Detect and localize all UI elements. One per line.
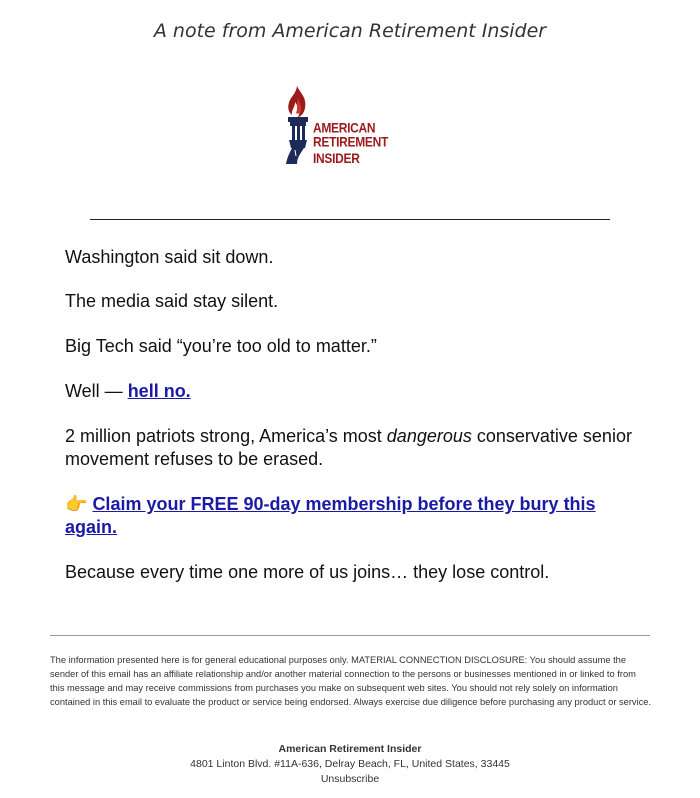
paragraph-2: The media said stay silent. bbox=[65, 291, 279, 311]
paragraph-5 bbox=[65, 425, 645, 471]
paragraph-5-emphasis: dangerous bbox=[386, 426, 472, 446]
email-header-note: A note from American Retirement Insider bbox=[153, 20, 547, 42]
logo-line-2: RETIREMENT INSIDER bbox=[313, 134, 389, 167]
paragraph-4-text: Well — bbox=[65, 381, 128, 401]
paragraph-5-text-a: 2 million patriots strong, America’s most bbox=[65, 426, 387, 446]
claim-membership-link[interactable]: Claim your FREE 90-day membership before they bury this again. bbox=[65, 494, 596, 537]
unsubscribe-link-wrap bbox=[0, 773, 700, 785]
hell-no-link[interactable]: hell no. bbox=[127, 381, 191, 401]
footer-address: 4801 Linton Blvd. #11A-636, Delray Beach, FL, United States, 33445 bbox=[190, 758, 510, 770]
divider-bottom bbox=[50, 635, 650, 636]
brand-logo[interactable] bbox=[283, 84, 423, 166]
disclosure-text: The information presented here is for general educational purposes only. MATERIAL CONNECTION DISCLOSURE: You should assume the sender of this email has an affiliate relationship and/or another material connection to the persons or businesses mentioned in or linked to from this message and may receive commissions from purchases you make on subsequent web sites. You should not rely solely on information contained in this email to evaluate the product or service being endorsed. Always exercise due diligence before purchasing any product or service. bbox=[50, 655, 652, 707]
email-body bbox=[65, 246, 645, 606]
paragraph-5-text-b: conservative senior movement refuses to be erased. bbox=[65, 426, 632, 469]
footer-company-name: American Retirement Insider bbox=[278, 743, 422, 755]
pointing-hand-icon: 👉 bbox=[65, 494, 88, 514]
paragraph-3: Big Tech said “you’re too old to matter.” bbox=[65, 336, 377, 356]
paragraph-1: Washington said sit down. bbox=[65, 247, 274, 267]
logo-line-1: AMERICAN bbox=[313, 120, 376, 137]
torch-icon bbox=[283, 84, 313, 166]
divider-top bbox=[90, 219, 610, 220]
paragraph-7: Because every time one more of us joins… they lose control. bbox=[65, 562, 550, 582]
cta-paragraph bbox=[65, 493, 645, 539]
unsubscribe-link[interactable]: Unsubscribe bbox=[320, 773, 380, 785]
paragraph-4 bbox=[65, 380, 645, 403]
